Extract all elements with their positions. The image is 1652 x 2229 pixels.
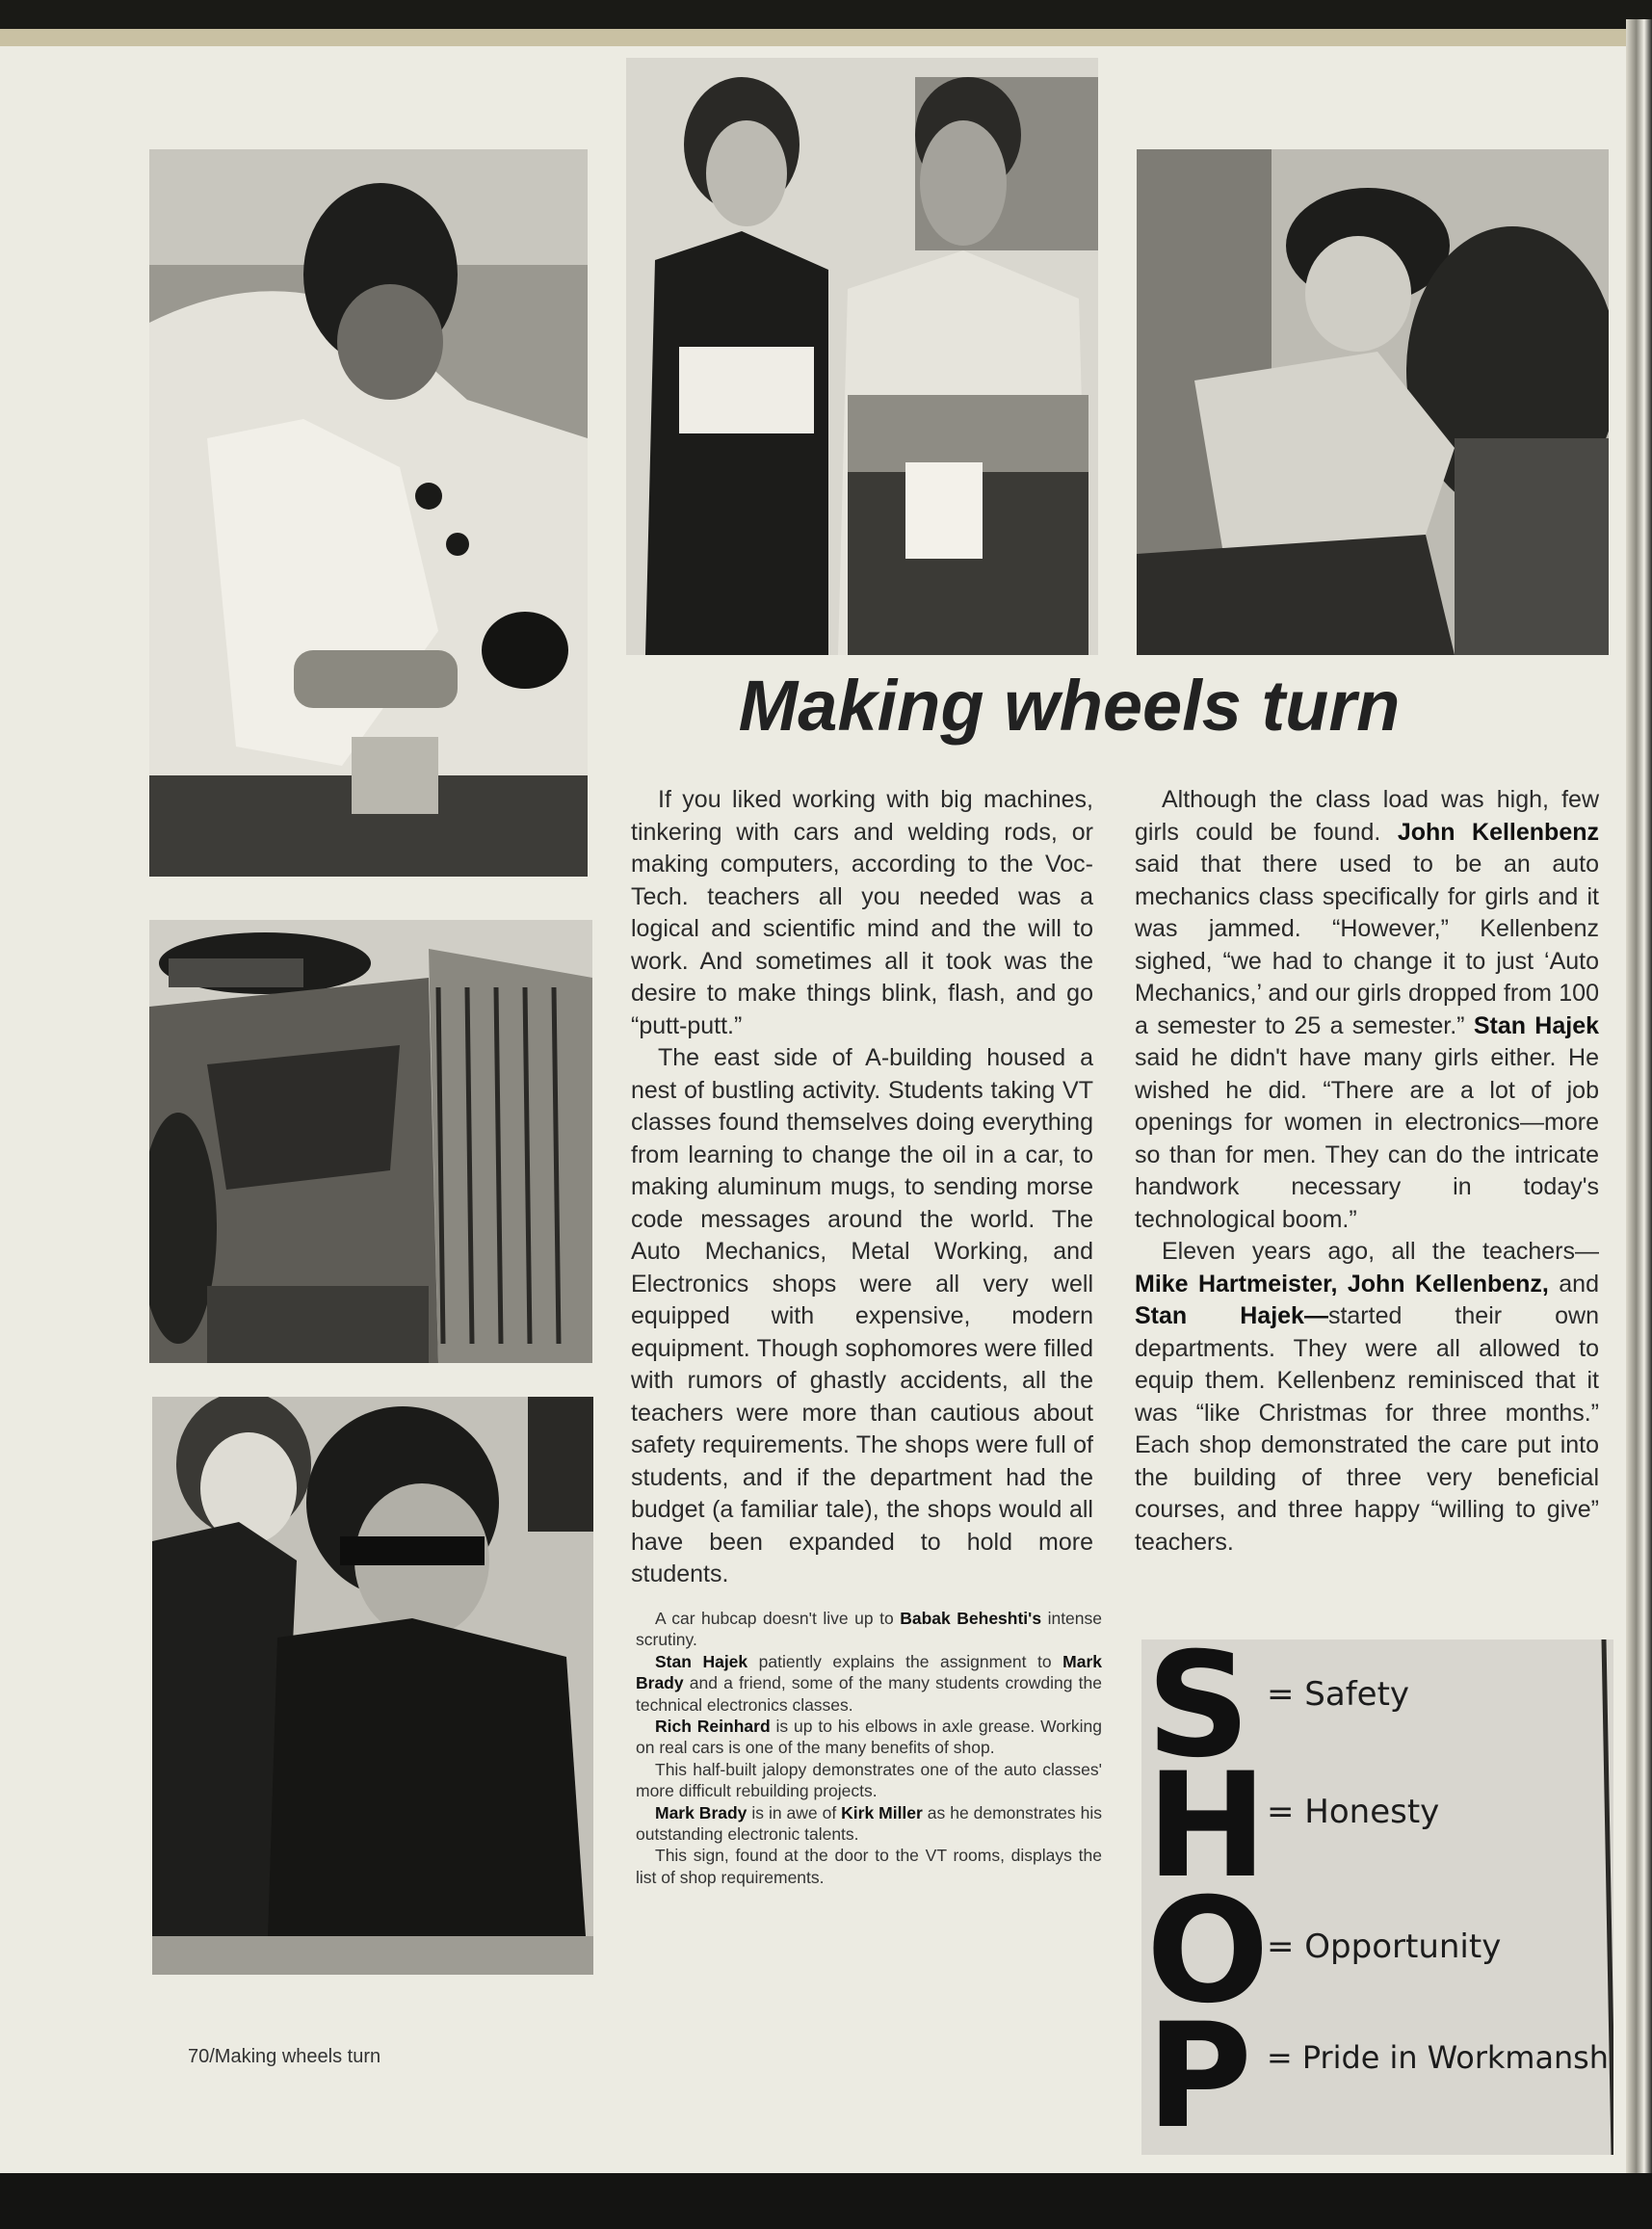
- person-name: Stan Hajek—: [1135, 1302, 1328, 1329]
- page-top-edge: [0, 29, 1628, 46]
- sign-word-pride: = Pride in Workmansh: [1267, 2039, 1609, 2076]
- sign-word-honesty: = Honesty: [1267, 1793, 1440, 1831]
- page-bottom-edge: [0, 2173, 1652, 2229]
- caption: This sign, found at the door to the VT rooms, displays the list of shop requirements.: [636, 1846, 1102, 1887]
- photo-kirk-miller-electronics: [152, 1397, 593, 1975]
- body-column-right: [1135, 784, 1599, 1559]
- body-column-left: [631, 784, 1093, 1591]
- person-names: Mike Hartmeister, John Kellenbenz,: [1135, 1270, 1549, 1298]
- sign-word-opportunity: = Opportunity: [1267, 1927, 1502, 1966]
- photo-axle-grease: [1137, 149, 1609, 655]
- caption: This half-built jalopy demonstrates one of the auto classes' more difficult rebuilding projects.: [636, 1759, 1102, 1801]
- photo-hajek-explains: [626, 58, 1098, 655]
- body-paragraph: The east side of A-building housed a nest of bustling activity. Students taking VT classes found themselves doing everything from learning to change the oil in a car, to making aluminum mugs, to sending morse code messages around the world. The Auto Mechanics, Metal Working, and Electronics shops were all very well equipped with expensive, modern equipment. Though sophomores were filled with rumors of ghastly accidents, all the teachers were more than cautious about safety requirements. The shops were full of students, and if the department had the budget (a familiar tale), the shops would all have been expanded to hold more students.: [631, 1044, 1093, 1587]
- shop-sign-photo: [1141, 1639, 1613, 2155]
- caption: Stan Hajek patiently explains the assignment to Mark Brady and a friend, some of the many students crowding the technical electronics classes.: [636, 1651, 1102, 1715]
- page-right-edge: [1626, 19, 1652, 2196]
- person-name: Stan Hajek: [1473, 1011, 1600, 1039]
- person-name: John Kellenbenz: [1397, 818, 1599, 846]
- sign-word-safety: = Safety: [1267, 1675, 1410, 1714]
- page-folio: 70/Making wheels turn: [188, 2046, 381, 2067]
- caption: A car hubcap doesn't live up to Babak Beheshti's intense scrutiny.: [636, 1609, 1103, 1650]
- caption: Rich Reinhard is up to his elbows in axle grease. Working on real cars is one of the many benefits of shop.: [636, 1717, 1102, 1758]
- sign-letter-s: S: [1146, 1639, 1251, 1790]
- sign-letter-h: H: [1146, 1743, 1268, 1910]
- sign-letter-p: P: [1146, 1993, 1252, 2155]
- body-paragraph: Eleven years ago, all the teachers— Mike Hartmeister, John Kellenbenz, and Stan Hajek—started their own departments. They were all allowed to equip them. Kellenbenz reminisced that it was “like Christmas for three months.” Each shop demonstrated the care put into the building of three very beneficial courses, and three happy “willing to give” teachers.: [1135, 1238, 1599, 1556]
- photo-captions: [636, 1608, 1102, 1888]
- photo-jalopy: [149, 920, 592, 1363]
- sign-letter-o: O: [1146, 1868, 1270, 2035]
- headline: Making wheels turn: [738, 666, 1401, 746]
- body-paragraph: Although the class load was high, few girls could be found. John Kellenbenz said that there used to be an auto mechanics class specifically for girls and it was jammed. “However,” Kellenbenz sighed, “we had to change it to just ‘Auto Mechanics,’ and our girls dropped from 100 a semester to 25 a semester.” Stan Hajek said he didn't have many girls either. He wished he did. “There are a lot of job openings for women in electronics—more so than for men. They can do the intricate handwork necessary in today's technological boom.”: [1135, 786, 1600, 1233]
- photo-hubcap-scrutiny: [149, 149, 588, 877]
- caption: Mark Brady is in awe of Kirk Miller as he demonstrates his outstanding electronic talents.: [636, 1802, 1102, 1845]
- body-paragraph: If you liked working with big machines, tinkering with cars and welding rods, or making computers, according to the Voc-Tech. teachers all you needed was a logical and scientific mind and the will to work. And sometimes all it took was the desire to make things blink, flash, and go “putt-putt.”: [631, 786, 1093, 1039]
